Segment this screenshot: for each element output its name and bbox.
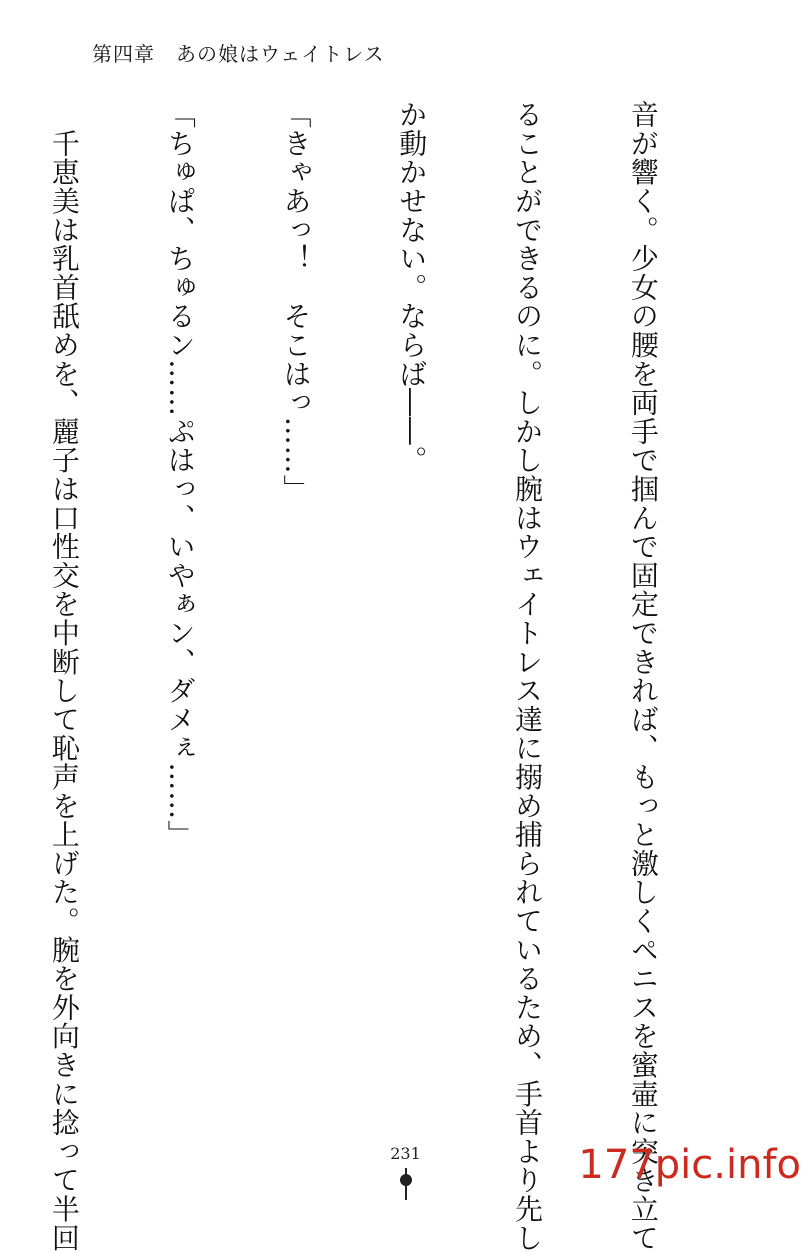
text-line: 千恵美は乳首舐めを、麗子は口性交を中断して恥声を上げた。腕を外向きに捻って半回 (47, 100, 81, 1252)
text-line: か動かせない。ならば――。 (395, 100, 429, 475)
chapter-header: 第四章 あの娘はウェイトレス (92, 42, 385, 66)
page-number: 231 (390, 1144, 421, 1163)
text-line: ることができるのに。しかし腕はウェイトレス達に搦め捕られているため、手首より先し (511, 100, 545, 1252)
text-line: 音が響く。少女の腰を両手で掴んで固定できれば、もっと激しくペニスを蜜壷に突き立て (626, 100, 660, 1252)
watermark: 177pic.info (578, 1142, 801, 1188)
page-marker-dot (400, 1174, 412, 1186)
text-line: 「きゃあっ！ そこはっ……」 (279, 100, 313, 504)
text-line: 「ちゅぱ、ちゅるン……ぷはっ、いやぁン、ダメぇ……」 (163, 100, 197, 849)
